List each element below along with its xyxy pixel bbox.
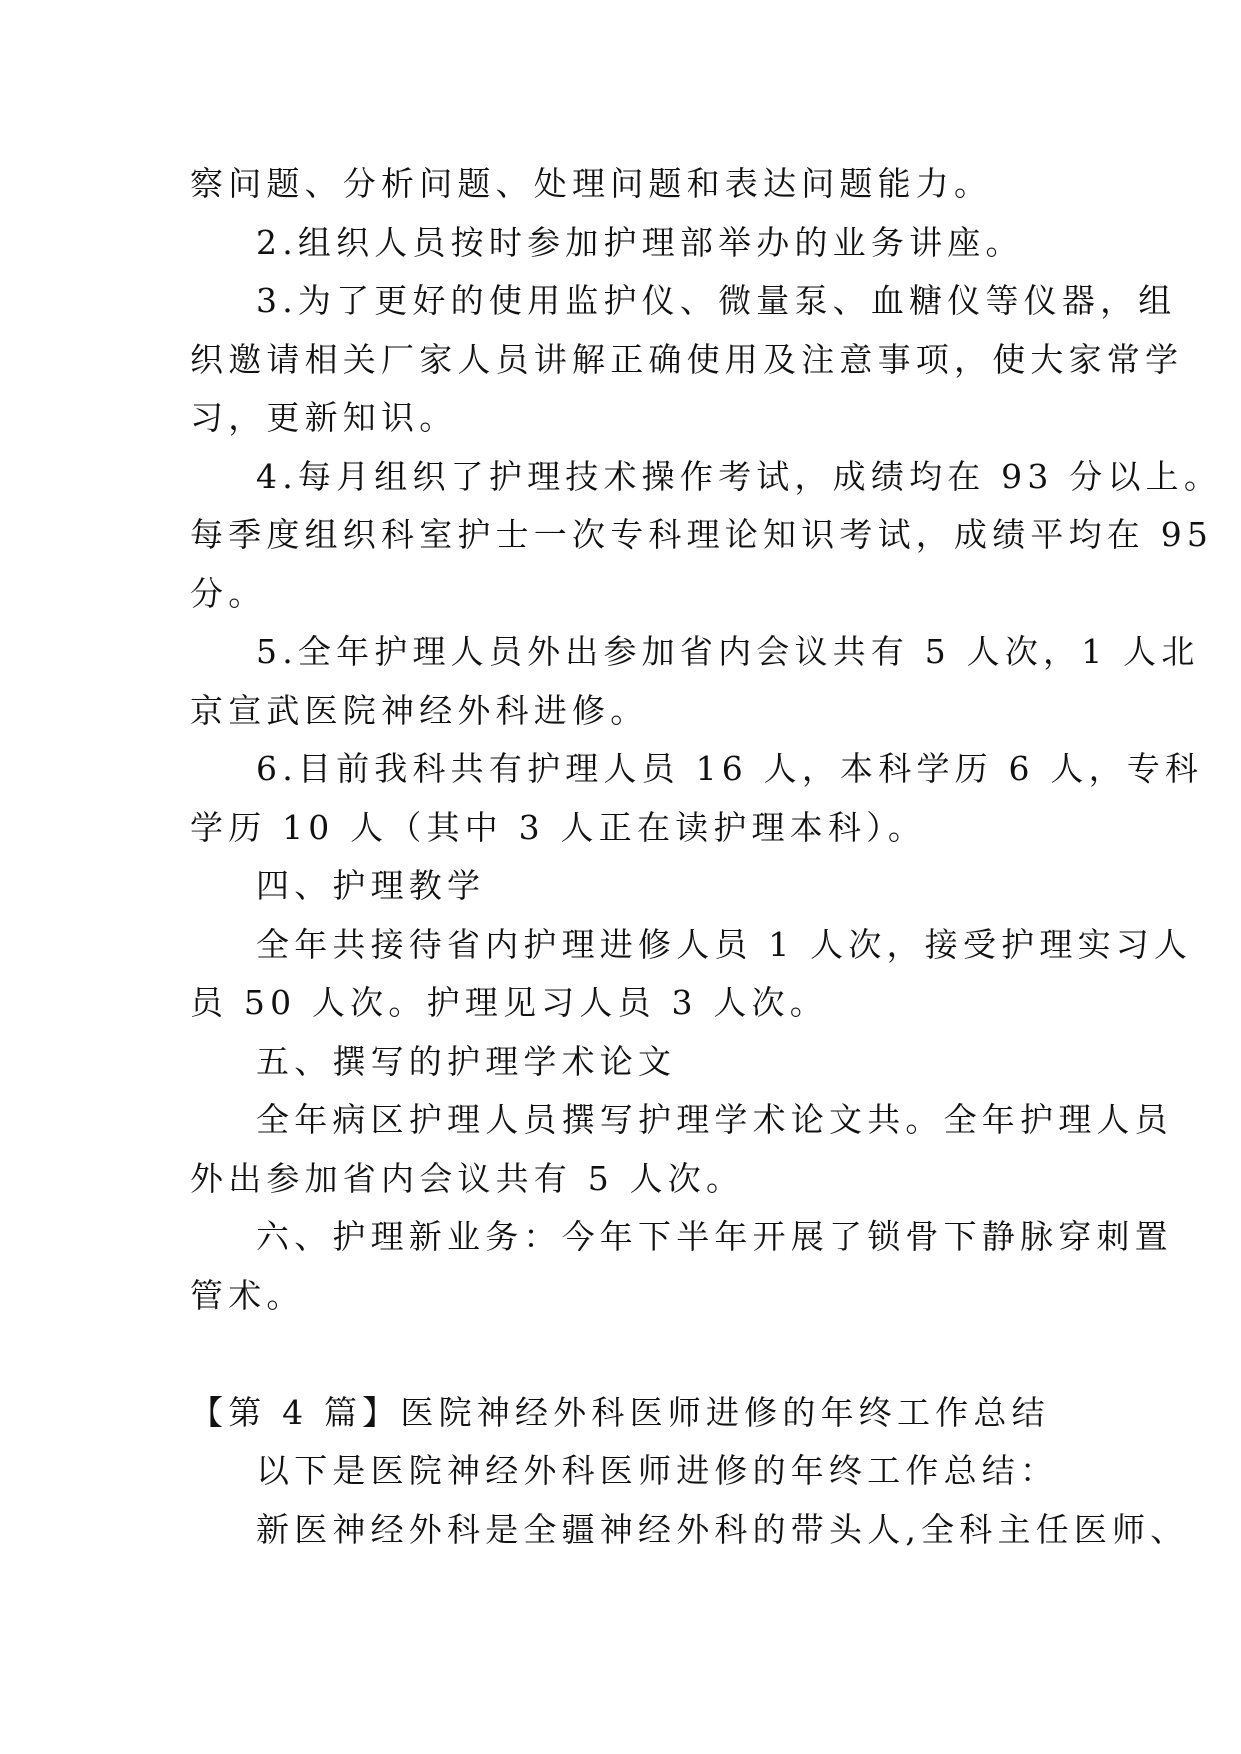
text-line: 察问题、分析问题、处理问题和表达问题能力。: [190, 164, 993, 203]
text-line: 分。: [190, 573, 267, 613]
text-line: 习，更新知识。: [190, 398, 458, 437]
list-item-4: 4.每月组织了护理技术操作考试，成绩均在 93 分以上。: [256, 456, 1223, 496]
section-heading-papers: 五、撰写的护理学术论文: [256, 1041, 677, 1081]
document-page: [190, 155, 1223, 1559]
paragraph-line: 以下是医院神经外科医师进修的年终工作总结：: [256, 1451, 1059, 1490]
text-line: 员 50 人次。护理见习人员 3 人次。: [190, 983, 828, 1022]
paragraph-line: 新医神经外科是全疆神经外科的带头人,全科主任医师、: [256, 1509, 1189, 1549]
paragraph-line: 全年共接待省内护理进修人员 1 人次，接受护理实习人: [256, 924, 1193, 964]
text-line: 每季度组织科室护士一次专科理论知识考试，成绩平均在 95: [190, 515, 1214, 554]
text-line: 织邀请相关厂家人员讲解正确使用及注意事项，使大家常学: [190, 339, 1184, 379]
list-item-6: 6.目前我科共有护理人员 16 人，本科学历 6 人，专科: [256, 749, 1204, 788]
blank-line: [190, 1325, 1070, 1384]
text-line: 管术。: [190, 1275, 305, 1315]
list-item-2: 2.组织人员按时参加护理部举办的业务讲座。: [256, 222, 1024, 262]
article-title: 【第 4 篇】医院神经外科医师进修的年终工作总结: [190, 1392, 1050, 1432]
list-item-3: 3.为了更好的使用监护仪、微量泵、血糖仪等仪器，组: [256, 281, 1177, 320]
section-heading-new-business: 六、护理新业务：今年下半年开展了锁骨下静脉穿刺置: [256, 1217, 1173, 1256]
text-line: 学历 10 人（其中 3 人正在读护理本科）。: [190, 807, 927, 847]
text-line: 外出参加省内会议共有 5 人次。: [190, 1158, 745, 1198]
section-heading-teaching: 四、护理教学: [256, 866, 486, 905]
list-item-5: 5.全年护理人员外出参加省内会议共有 5 人次，1 人北: [256, 632, 1200, 671]
text-line: 京宣武医院神经外科进修。: [190, 690, 649, 730]
paragraph-line: 全年病区护理人员撰写护理学术论文共。全年护理人员: [256, 1100, 1173, 1139]
